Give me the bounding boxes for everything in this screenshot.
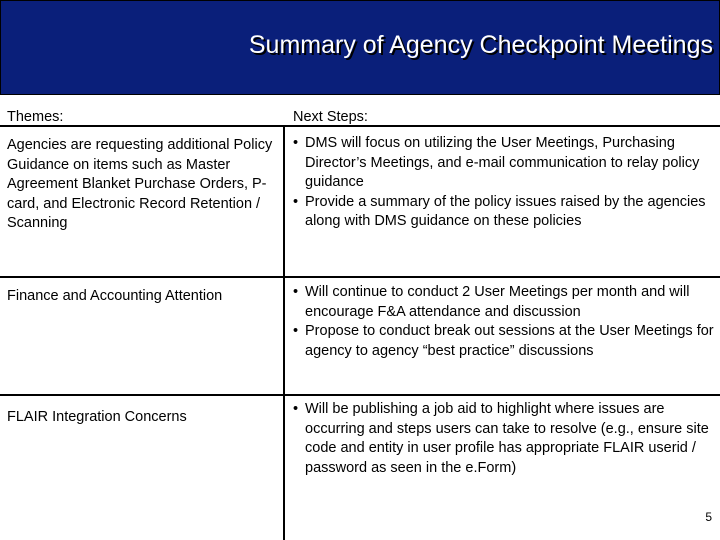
theme-cell-3: FLAIR Integration Concerns	[7, 409, 187, 425]
step-item: • DMS will focus on utilizing the User Meetings, Purchasing Director’s Meetings, and e-mail communication to relay policy guidance	[293, 135, 700, 190]
step-item: • Provide a summary of the policy issues raised by the agencies along with DMS guidance on these policies	[293, 193, 706, 229]
theme-cell-1: Agencies are requesting additional Policy Guidance on items such as Master Agreement Blanket Purchase Orders, P-card, and Electronic Record Retention / Scanning	[7, 137, 273, 231]
steps-cell-3	[293, 400, 718, 478]
title-bar	[0, 0, 720, 95]
column-divider-2	[283, 278, 285, 394]
row-divider-1	[0, 276, 720, 278]
theme-cell-2: Finance and Accounting Attention	[7, 288, 223, 304]
page-number: 5	[705, 510, 712, 524]
steps-cell-1	[293, 134, 718, 232]
column-divider-3	[283, 396, 285, 540]
column-divider-1	[283, 126, 285, 276]
next-steps-header: Next Steps:	[293, 109, 368, 125]
step-item: • Will be publishing a job aid to highlight where issues are occurring and steps users can take to resolve (e.g., ensure site code and entity in user profile has appropriate FLAIR userid / password as seen in the e.Form)	[293, 401, 709, 476]
row-divider-2	[0, 394, 720, 396]
page-title: Summary of Agency Checkpoint Meetings	[248, 31, 713, 59]
step-item: • Propose to conduct break out sessions at the User Meetings for agency to agency “best practice” discussions	[293, 323, 714, 359]
header-divider	[0, 125, 720, 127]
step-item: • Will continue to conduct 2 User Meetings per month and will encourage F&A attendance and discussion	[293, 284, 690, 320]
steps-cell-2	[293, 283, 718, 361]
themes-header: Themes:	[7, 109, 64, 125]
